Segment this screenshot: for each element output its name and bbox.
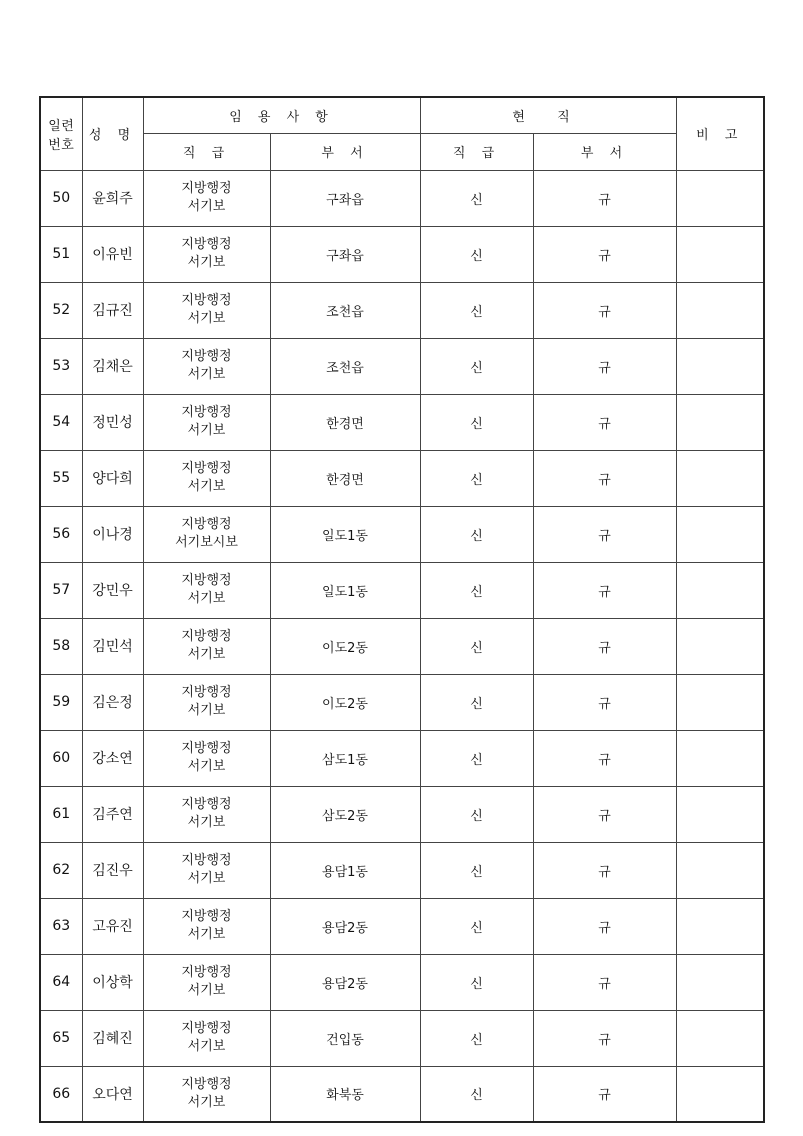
table-row [40,338,764,394]
current-rank: 신 [420,618,533,674]
rank-line1: 지방행정 [181,181,232,196]
table-row [40,450,764,506]
name-header: 성 명 [82,97,143,170]
current-dept: 규 [533,170,676,226]
serial-number: 61 [40,786,82,842]
current-rank: 신 [420,394,533,450]
serial-number: 56 [40,506,82,562]
current-rank: 신 [420,730,533,786]
current-rank: 신 [420,282,533,338]
appointed-rank [143,1010,270,1066]
current-rank: 신 [420,786,533,842]
serial-number: 60 [40,730,82,786]
table-row [40,730,764,786]
table-row [40,282,764,338]
serial-number: 52 [40,282,82,338]
serial-number: 57 [40,562,82,618]
rank-line1: 지방행정 [181,853,232,868]
appointed-dept: 용담1동 [270,842,420,898]
rank-line2: 서기보 [187,367,226,382]
note-cell [676,842,764,898]
rank-line1: 지방행정 [181,909,232,924]
appointed-rank [143,674,270,730]
rank-line1: 지방행정 [181,1021,232,1036]
table-row [40,506,764,562]
current-dept: 규 [533,730,676,786]
table-row [40,1066,764,1122]
table-row [40,674,764,730]
rank-header: 직 급 [143,133,270,170]
rank-line1: 지방행정 [181,349,232,364]
current-rank: 신 [420,338,533,394]
current-dept: 규 [533,282,676,338]
current-rank: 신 [420,842,533,898]
appointed-rank [143,338,270,394]
current-dept: 규 [533,394,676,450]
current-dept-header: 부 서 [533,133,676,170]
note-cell [676,618,764,674]
current-rank: 신 [420,954,533,1010]
current-dept: 규 [533,954,676,1010]
serial-number: 62 [40,842,82,898]
note-header: 비 고 [676,97,764,170]
note-cell [676,898,764,954]
table-row [40,842,764,898]
appointed-dept: 이도2동 [270,674,420,730]
appointed-rank [143,394,270,450]
person-name: 김채은 [82,338,143,394]
appointed-dept: 용담2동 [270,954,420,1010]
serial-number: 63 [40,898,82,954]
table-row [40,562,764,618]
current-rank: 신 [420,898,533,954]
appointed-dept: 한경면 [270,394,420,450]
appointed-dept: 삼도1동 [270,730,420,786]
appointed-dept: 조천읍 [270,282,420,338]
appointed-rank [143,786,270,842]
appointed-rank [143,282,270,338]
rank-line2: 서기보 [187,199,226,214]
rank-line2: 서기보 [187,647,226,662]
appointed-rank [143,450,270,506]
rank-line2: 서기보 [187,815,226,830]
current-dept: 규 [533,1010,676,1066]
serial-number-header [40,97,82,170]
person-name: 김규진 [82,282,143,338]
current-dept: 규 [533,506,676,562]
appointed-rank [143,842,270,898]
appointed-dept: 구좌읍 [270,170,420,226]
rank-line1: 지방행정 [181,685,232,700]
person-name: 김은정 [82,674,143,730]
note-cell [676,338,764,394]
table-header [40,97,764,170]
rank-line1: 지방행정 [181,797,232,812]
serial-number: 55 [40,450,82,506]
serial-number: 54 [40,394,82,450]
serial-number: 65 [40,1010,82,1066]
person-name: 윤희주 [82,170,143,226]
rank-line2: 서기보 [187,759,226,774]
appointed-dept: 조천읍 [270,338,420,394]
person-name: 강민우 [82,562,143,618]
person-name: 이유빈 [82,226,143,282]
current-rank: 신 [420,674,533,730]
current-rank: 신 [420,226,533,282]
person-name: 오다연 [82,1066,143,1122]
table-row [40,618,764,674]
note-cell [676,786,764,842]
current-dept: 규 [533,786,676,842]
note-cell [676,506,764,562]
appointed-dept: 건입동 [270,1010,420,1066]
person-name: 김주연 [82,786,143,842]
rank-line2: 서기보 [187,479,226,494]
appointed-rank [143,898,270,954]
note-cell [676,450,764,506]
serial-number: 59 [40,674,82,730]
table-row [40,1010,764,1066]
appointed-dept: 이도2동 [270,618,420,674]
rank-line2: 서기보 [187,983,226,998]
person-name: 양다희 [82,450,143,506]
appointed-rank [143,954,270,1010]
current-dept: 규 [533,618,676,674]
current-dept: 규 [533,898,676,954]
rank-line1: 지방행정 [181,237,232,252]
serial-header-line2: 번호 [48,137,75,153]
person-name: 이상학 [82,954,143,1010]
serial-number: 50 [40,170,82,226]
current-dept: 규 [533,562,676,618]
appointed-dept: 용담2동 [270,898,420,954]
current-rank: 신 [420,506,533,562]
table-row [40,954,764,1010]
note-cell [676,282,764,338]
serial-header-line1: 일련 [48,118,75,134]
rank-line1: 지방행정 [181,517,232,532]
person-name: 강소연 [82,730,143,786]
rank-line1: 지방행정 [181,405,232,420]
current-rank: 신 [420,1066,533,1122]
dept-header: 부 서 [270,133,420,170]
rank-line2: 서기보 [187,423,226,438]
serial-number: 58 [40,618,82,674]
serial-number: 66 [40,1066,82,1122]
table-row [40,170,764,226]
person-name: 김민석 [82,618,143,674]
rank-line2: 서기보 [187,1094,226,1110]
person-name: 고유진 [82,898,143,954]
rank-line1: 지방행정 [181,965,232,980]
person-name: 김혜진 [82,1010,143,1066]
appointed-rank [143,730,270,786]
serial-number: 53 [40,338,82,394]
table-row [40,898,764,954]
table-row [40,394,764,450]
appointed-rank [143,506,270,562]
note-cell [676,1066,764,1122]
appointed-rank [143,170,270,226]
current-rank: 신 [420,1010,533,1066]
table-row [40,226,764,282]
current-rank: 신 [420,562,533,618]
current-rank: 신 [420,450,533,506]
appointment-roster-table [39,96,765,1123]
appointment-header: 임 용 사 항 [143,97,420,133]
serial-number: 51 [40,226,82,282]
rank-line2: 서기보 [187,311,226,326]
current-dept: 규 [533,674,676,730]
rank-line2: 서기보시보 [175,535,238,550]
current-dept: 규 [533,226,676,282]
person-name: 정민성 [82,394,143,450]
table-row [40,786,764,842]
serial-number: 64 [40,954,82,1010]
current-rank: 신 [420,170,533,226]
appointed-dept: 화북동 [270,1066,420,1122]
rank-line1: 지방행정 [181,573,232,588]
rank-line2: 서기보 [187,591,226,606]
rank-line2: 서기보 [187,927,226,942]
appointed-dept: 구좌읍 [270,226,420,282]
rank-line1: 지방행정 [181,629,232,644]
rank-line1: 지방행정 [181,741,232,756]
current-position-header: 현 직 [420,97,676,133]
table-body [40,170,764,1122]
appointed-dept: 한경면 [270,450,420,506]
person-name: 김진우 [82,842,143,898]
note-cell [676,954,764,1010]
current-dept: 규 [533,842,676,898]
note-cell [676,394,764,450]
note-cell [676,1010,764,1066]
rank-line2: 서기보 [187,255,226,270]
note-cell [676,562,764,618]
appointed-dept: 일도1동 [270,562,420,618]
appointed-dept: 삼도2동 [270,786,420,842]
note-cell [676,226,764,282]
rank-line2: 서기보 [187,1039,226,1054]
appointed-rank [143,618,270,674]
note-cell [676,170,764,226]
appointed-rank [143,226,270,282]
current-dept: 규 [533,1066,676,1122]
rank-line1: 지방행정 [181,1076,232,1092]
rank-line2: 서기보 [187,703,226,718]
current-dept: 규 [533,450,676,506]
appointed-rank [143,1066,270,1122]
rank-line1: 지방행정 [181,293,232,308]
note-cell [676,730,764,786]
note-cell [676,674,764,730]
rank-line1: 지방행정 [181,461,232,476]
person-name: 이나경 [82,506,143,562]
appointed-dept: 일도1동 [270,506,420,562]
rank-line2: 서기보 [187,871,226,886]
current-dept: 규 [533,338,676,394]
appointed-rank [143,562,270,618]
current-rank-header: 직 급 [420,133,533,170]
